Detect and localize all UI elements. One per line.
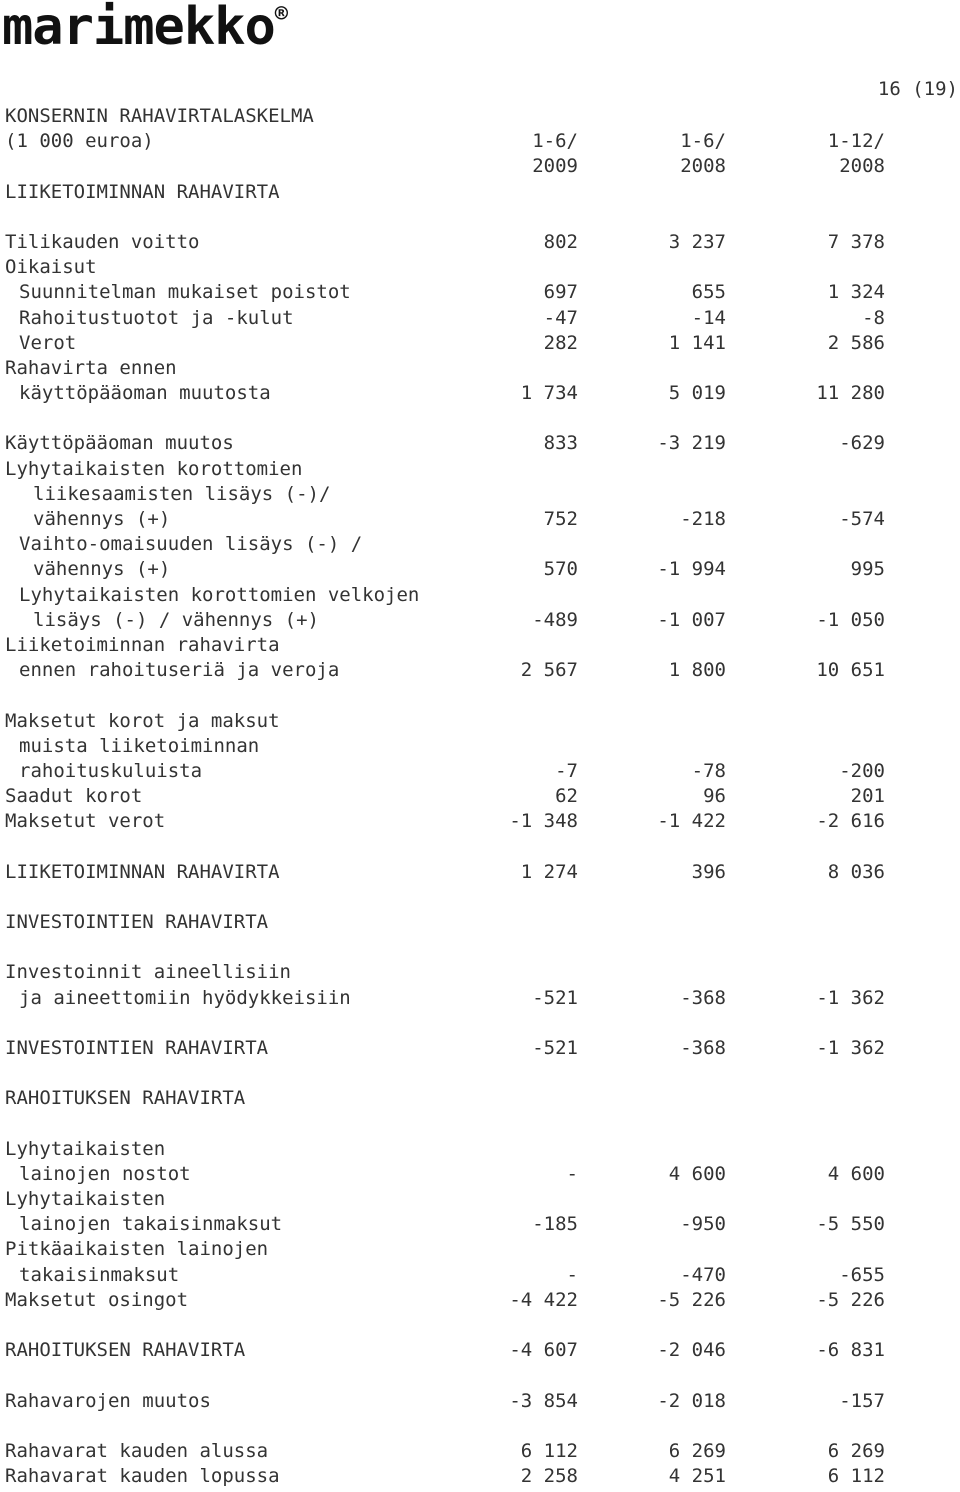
row-value-col2: -218 xyxy=(680,508,726,530)
row-value-col2: 2008 xyxy=(680,155,726,178)
row-value-col3: 2008 xyxy=(839,155,885,178)
row-value-col3: -655 xyxy=(839,1263,885,1286)
statement-row xyxy=(5,255,895,280)
row-label: Maksetut korot ja maksut xyxy=(5,709,280,732)
row-value-col1: -185 xyxy=(532,1213,578,1236)
statement-row xyxy=(5,406,895,431)
row-value-col2: 1 141 xyxy=(668,331,726,354)
row-label: Lyhytaikaisten xyxy=(5,1137,166,1160)
row-value-col2: -1 007 xyxy=(657,608,726,631)
statement-row xyxy=(5,1237,895,1262)
row-value-col3: -2 616 xyxy=(816,810,885,833)
row-value-col2: -2 018 xyxy=(657,1389,726,1412)
statement-row xyxy=(5,1263,895,1288)
row-value-col3: -6 831 xyxy=(816,1339,885,1362)
row-label: KONSERNIN RAHAVIRTALASKELMA xyxy=(5,105,314,127)
row-value-col1: - xyxy=(566,1263,578,1286)
row-value-col1: 802 xyxy=(543,230,578,253)
row-label: liikesaamisten lisäys (-)/ xyxy=(33,482,331,505)
statement-row xyxy=(5,986,895,1011)
statement-row xyxy=(5,860,895,885)
row-value-col1: -4 422 xyxy=(509,1288,578,1311)
statement-row xyxy=(5,1137,895,1162)
statement-row xyxy=(5,280,895,305)
statement-row xyxy=(5,658,895,683)
row-value-col1: 1-6/ xyxy=(532,130,578,153)
statement-row xyxy=(5,784,895,809)
row-label: lainojen takaisinmaksut xyxy=(19,1213,283,1236)
row-label: ennen rahoituseriä ja veroja xyxy=(19,659,340,682)
row-label: Lyhytaikaisten korottomien xyxy=(5,457,303,480)
row-value-col1: -3 854 xyxy=(509,1389,578,1412)
row-value-col3: -1 050 xyxy=(816,608,885,631)
statement-row xyxy=(5,557,895,582)
row-value-col2: 4 600 xyxy=(668,1162,726,1185)
row-value-col1: 1 274 xyxy=(520,860,578,883)
statement-row xyxy=(5,1112,895,1137)
statement-row xyxy=(5,709,895,734)
statement-row xyxy=(5,1162,895,1187)
statement-row xyxy=(5,910,895,935)
row-value-col3: 1-12/ xyxy=(827,130,885,153)
statement-row xyxy=(5,1212,895,1237)
statement-row xyxy=(5,104,895,129)
row-value-col2: -78 xyxy=(691,759,726,782)
row-label: Maksetut verot xyxy=(5,810,166,833)
statement-row xyxy=(5,1036,895,1061)
row-label: Investoinnit aineellisiin xyxy=(5,961,291,984)
row-label: lisäys (-) / vähennys (+) xyxy=(33,608,319,631)
row-value-col1: 697 xyxy=(543,281,578,304)
row-label: RAHOITUKSEN RAHAVIRTA xyxy=(5,1087,246,1110)
statement-row xyxy=(5,507,895,532)
row-value-col3: -574 xyxy=(839,508,885,530)
statement-row xyxy=(5,683,895,708)
marimekko-logo xyxy=(2,0,288,57)
row-label: Saadut korot xyxy=(5,785,143,808)
statement-row xyxy=(5,834,895,859)
statement-row xyxy=(5,1338,895,1363)
row-value-col1: 62 xyxy=(555,785,578,808)
statement-row xyxy=(5,381,895,406)
row-label: (1 000 euroa) xyxy=(5,130,154,153)
page-number: 16 (19) xyxy=(877,78,958,100)
row-label: muista liiketoiminnan xyxy=(19,734,260,757)
statement-row xyxy=(5,532,895,557)
row-value-col2: -1 994 xyxy=(657,558,726,581)
row-value-col3: 6 269 xyxy=(827,1439,885,1462)
row-label: käyttöpääoman muutosta xyxy=(19,382,271,405)
row-label: Rahavarat kauden alussa xyxy=(5,1439,269,1462)
row-value-col1: - xyxy=(566,1162,578,1185)
row-value-col3: 4 600 xyxy=(827,1162,885,1185)
statement-row xyxy=(5,356,895,381)
statement-row xyxy=(5,1439,895,1464)
statement-row xyxy=(5,331,895,356)
row-value-col2: -950 xyxy=(680,1213,726,1236)
statement-row xyxy=(5,230,895,255)
statement-row xyxy=(5,1086,895,1111)
row-label: Pitkäaikaisten lainojen xyxy=(5,1238,269,1261)
row-value-col1: -4 607 xyxy=(509,1339,578,1362)
row-value-col1: -1 348 xyxy=(509,810,578,833)
row-label: Maksetut osingot xyxy=(5,1288,189,1311)
statement-row xyxy=(5,583,895,608)
row-value-col2: -1 422 xyxy=(657,810,726,833)
row-label: rahoituskuluista xyxy=(19,759,203,782)
row-value-col2: 96 xyxy=(703,785,726,808)
row-value-col3: -200 xyxy=(839,759,885,782)
row-label: INVESTOINTIEN RAHAVIRTA xyxy=(5,911,269,933)
row-label: Suunnitelman mukaiset poistot xyxy=(19,281,351,304)
row-label: ja aineettomiin hyödykkeisiin xyxy=(19,986,351,1009)
row-label: Lyhytaikaisten xyxy=(5,1188,166,1211)
statement-row xyxy=(5,633,895,658)
row-value-col2: 6 269 xyxy=(668,1439,726,1462)
row-value-col3: 11 280 xyxy=(816,382,885,405)
row-label: LIIKETOIMINNAN RAHAVIRTA xyxy=(5,180,280,203)
statement-row xyxy=(5,180,895,205)
row-value-col1: 570 xyxy=(543,558,578,581)
row-value-col3: 6 112 xyxy=(827,1465,885,1488)
row-label: Liiketoiminnan rahavirta xyxy=(5,633,280,656)
statement-row xyxy=(5,205,895,230)
row-value-col2: 5 019 xyxy=(668,382,726,405)
row-value-col3: -1 362 xyxy=(816,1036,885,1059)
row-value-col1: 2 567 xyxy=(520,659,578,682)
row-value-col1: 1 734 xyxy=(520,382,578,405)
statement-row xyxy=(5,457,895,482)
statement-row xyxy=(5,1187,895,1212)
row-value-col3: 2 586 xyxy=(827,331,885,354)
statement-row xyxy=(5,1011,895,1036)
statement-row xyxy=(5,1288,895,1313)
statement-row xyxy=(5,935,895,960)
statement-row xyxy=(5,1061,895,1086)
statement-row xyxy=(5,482,895,507)
statement-row xyxy=(5,431,895,456)
statement-row xyxy=(5,306,895,331)
row-value-col1: 752 xyxy=(543,508,578,530)
row-value-col2: -5 226 xyxy=(657,1288,726,1311)
statement-row xyxy=(5,759,895,784)
row-value-col3: -8 xyxy=(862,306,885,329)
cash-flow-statement xyxy=(5,104,895,1489)
row-label: takaisinmaksut xyxy=(19,1263,180,1286)
statement-row xyxy=(5,608,895,633)
row-value-col2: 1 800 xyxy=(668,659,726,682)
row-value-col1: 833 xyxy=(543,432,578,455)
row-label: Rahavarat kauden lopussa xyxy=(5,1465,280,1488)
row-value-col1: 2009 xyxy=(532,155,578,178)
row-value-col2: 396 xyxy=(691,860,726,883)
statement-row xyxy=(5,1389,895,1414)
row-label: vähennys (+) xyxy=(33,508,171,530)
row-label: lainojen nostot xyxy=(19,1162,191,1185)
row-value-col1: -7 xyxy=(555,759,578,782)
row-value-col1: -47 xyxy=(543,306,578,329)
row-label: RAHOITUKSEN RAHAVIRTA xyxy=(5,1339,246,1362)
row-value-col1: 2 258 xyxy=(520,1465,578,1488)
row-value-col3: 995 xyxy=(850,558,885,581)
row-value-col1: -521 xyxy=(532,986,578,1009)
row-label: Rahavirta ennen xyxy=(5,356,177,379)
statement-row xyxy=(5,154,895,179)
row-value-col2: -368 xyxy=(680,986,726,1009)
statement-row xyxy=(5,809,895,834)
statement-row xyxy=(5,129,895,154)
statement-row xyxy=(5,734,895,759)
row-label: LIIKETOIMINNAN RAHAVIRTA xyxy=(5,860,280,883)
row-label: vähennys (+) xyxy=(33,558,171,581)
row-value-col1: -489 xyxy=(532,608,578,631)
row-value-col3: -629 xyxy=(839,432,885,455)
statement-row xyxy=(5,1313,895,1338)
row-label: INVESTOINTIEN RAHAVIRTA xyxy=(5,1036,269,1059)
row-label: Oikaisut xyxy=(5,256,97,279)
row-value-col3: -1 362 xyxy=(816,986,885,1009)
row-value-col3: -5 550 xyxy=(816,1213,885,1236)
row-label: Verot xyxy=(19,331,77,354)
statement-row xyxy=(5,1363,895,1388)
statement-row xyxy=(5,885,895,910)
row-value-col1: 282 xyxy=(543,331,578,354)
registered-mark: ® xyxy=(274,2,288,27)
row-value-col2: -368 xyxy=(680,1036,726,1059)
row-value-col2: 655 xyxy=(691,281,726,304)
row-value-col3: 10 651 xyxy=(816,659,885,682)
row-value-col1: -521 xyxy=(532,1036,578,1059)
row-value-col2: -14 xyxy=(691,306,726,329)
row-value-col2: 3 237 xyxy=(668,230,726,253)
row-value-col2: -3 219 xyxy=(657,432,726,455)
row-value-col2: -2 046 xyxy=(657,1339,726,1362)
row-label: Lyhytaikaisten korottomien velkojen xyxy=(19,583,420,606)
statement-row xyxy=(5,1464,895,1489)
statement-row xyxy=(5,1414,895,1439)
row-value-col3: 7 378 xyxy=(827,230,885,253)
statement-row xyxy=(5,960,895,985)
row-value-col3: 1 324 xyxy=(827,281,885,304)
row-value-col3: 8 036 xyxy=(827,860,885,883)
row-label: Rahoitustuotot ja -kulut xyxy=(19,306,294,329)
row-value-col3: -5 226 xyxy=(816,1288,885,1311)
row-value-col1: 6 112 xyxy=(520,1439,578,1462)
row-label: Rahavarojen muutos xyxy=(5,1389,211,1412)
logo-text: marimekko xyxy=(2,0,275,57)
row-value-col2: 1-6/ xyxy=(680,130,726,153)
row-value-col3: -157 xyxy=(839,1389,885,1412)
row-value-col2: -470 xyxy=(680,1263,726,1286)
row-label: Vaihto-omaisuuden lisäys (-) / xyxy=(19,533,363,556)
row-value-col3: 201 xyxy=(850,785,885,808)
row-value-col2: 4 251 xyxy=(668,1465,726,1488)
row-label: Käyttöpääoman muutos xyxy=(5,432,234,455)
row-label: Tilikauden voitto xyxy=(5,230,200,253)
